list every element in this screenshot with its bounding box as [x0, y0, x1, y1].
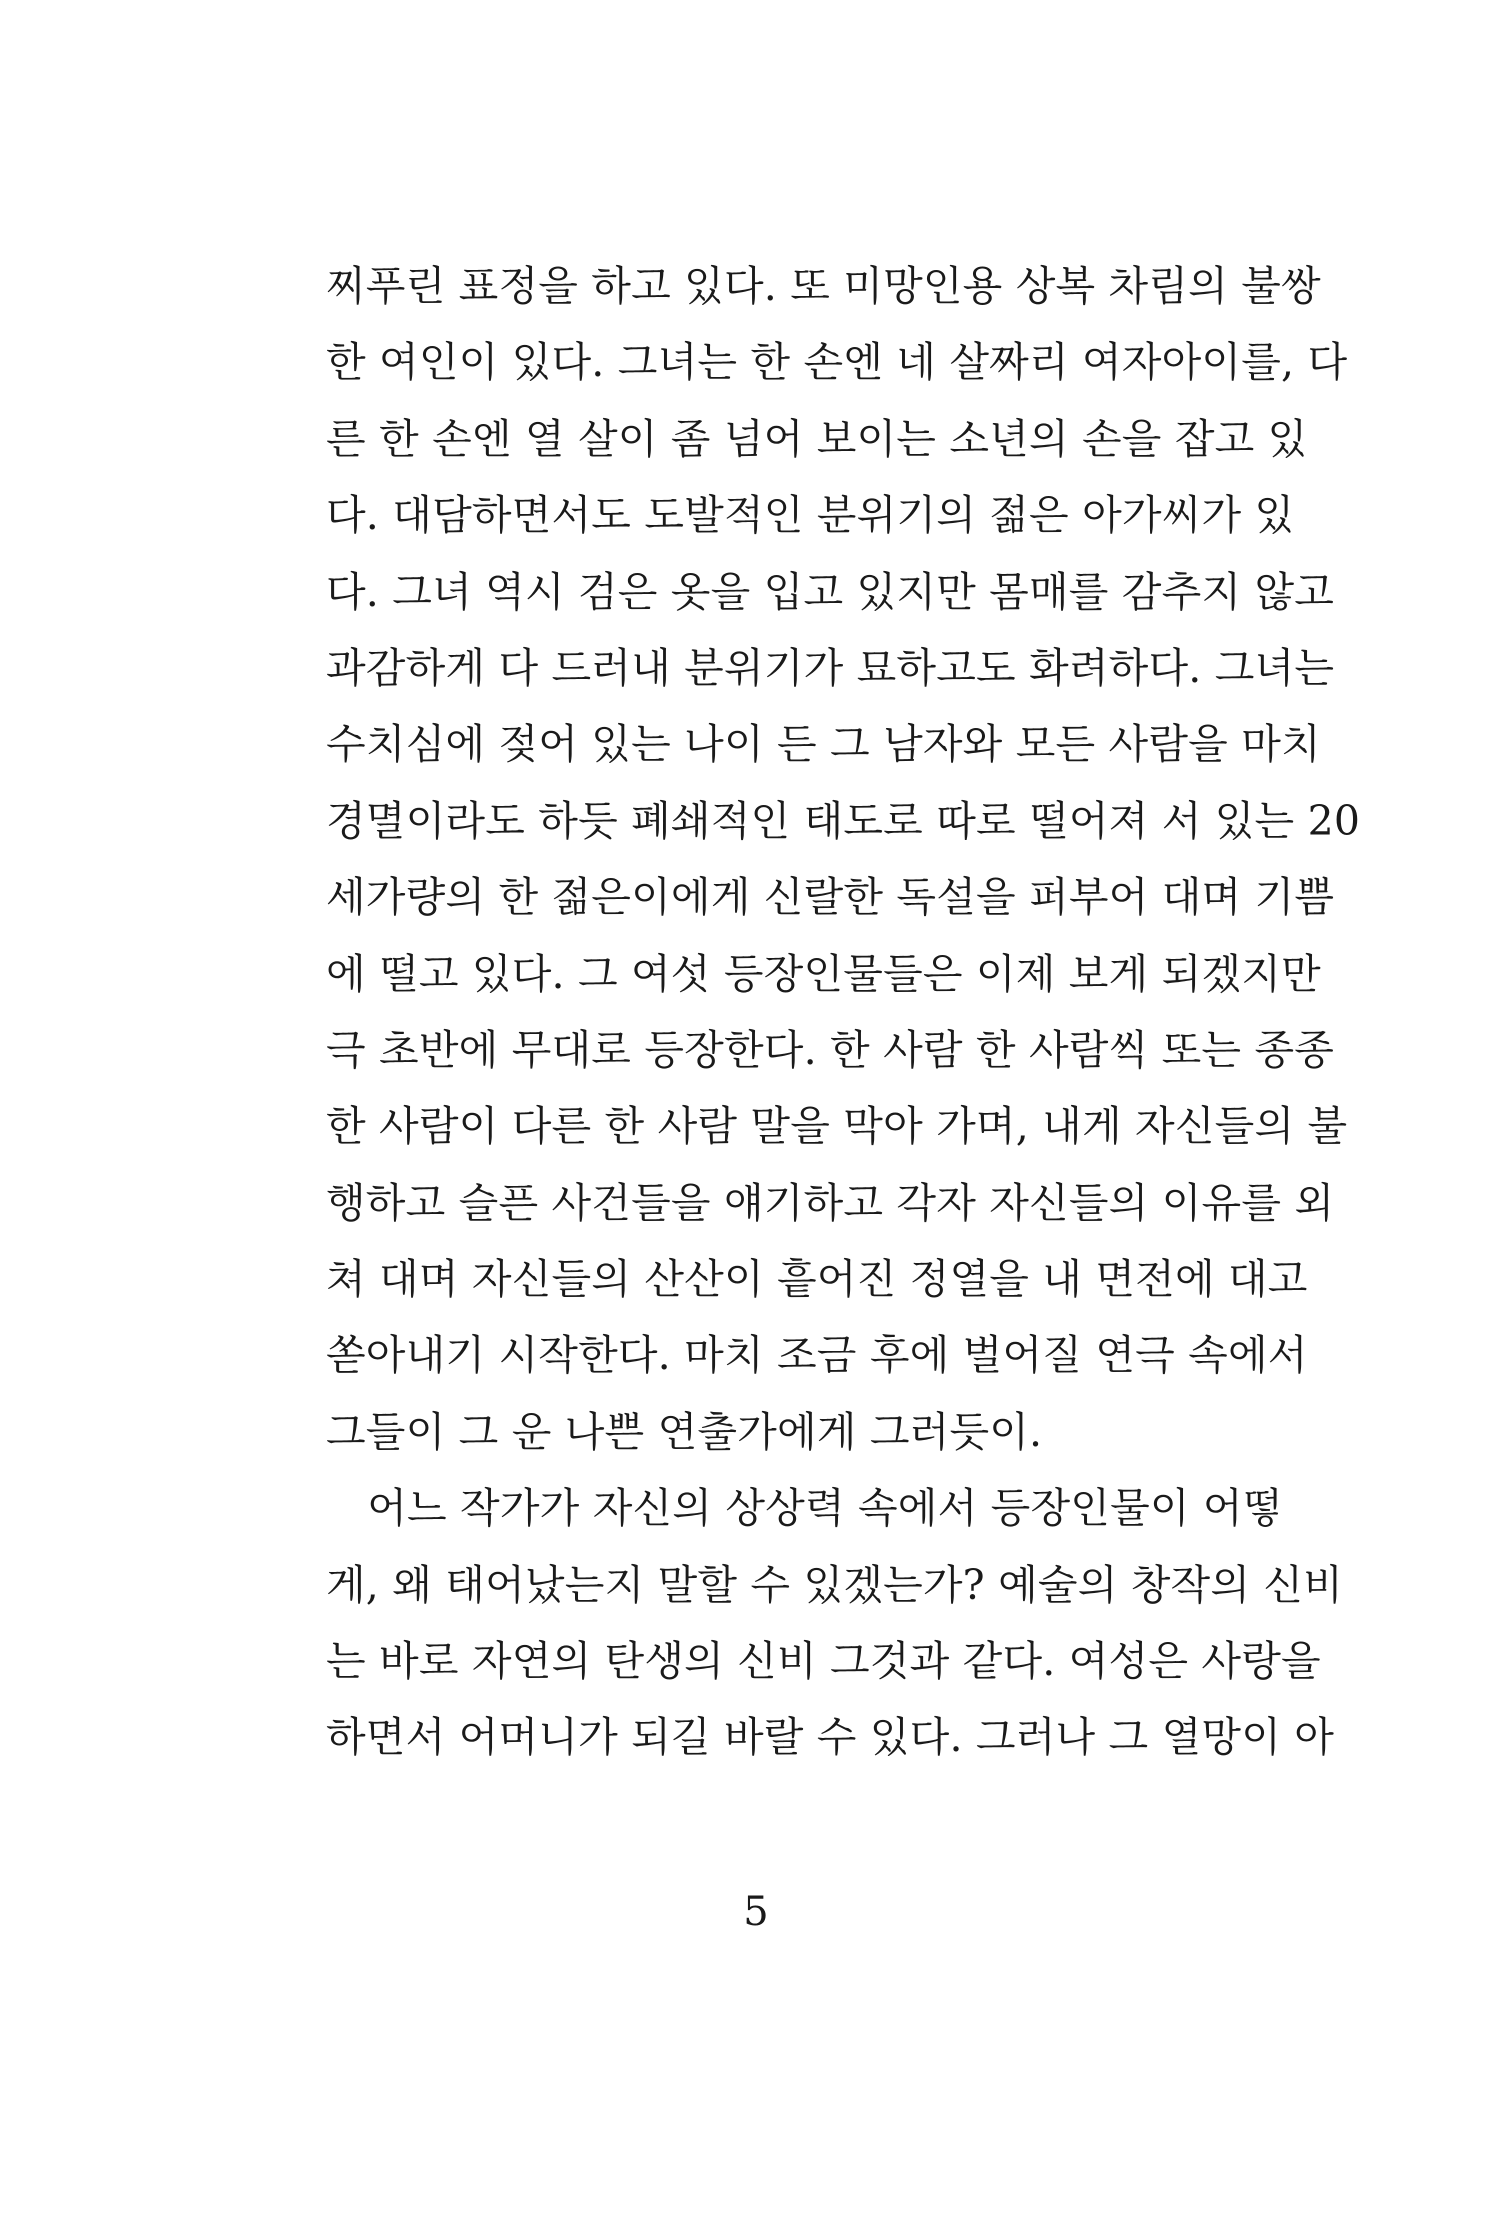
text-line-paragraph-start: 어느 작가가 자신의 상상력 속에서 등장인물이 어떻	[326, 1484, 1283, 1533]
text-line: 는 바로 자연의 탄생의 신비 그것과 같다. 여성은 사랑을	[326, 1637, 1321, 1686]
text-line: 다. 대담하면서도 도발적인 분위기의 젊은 아가씨가 있	[326, 491, 1295, 540]
text-line-paragraph-end: 그들이 그 운 나쁜 연출가에게 그러듯이.	[326, 1407, 1043, 1456]
text-line: 과감하게 다 드러내 분위기가 묘하고도 화려하다. 그녀는	[326, 643, 1335, 692]
text-line: 행하고 슬픈 사건들을 얘기하고 각자 자신들의 이유를 외	[326, 1178, 1335, 1227]
page-number: 5	[743, 1889, 769, 1935]
text-line: 게, 왜 태어났는지 말할 수 있겠는가? 예술의 창작의 신비	[326, 1560, 1344, 1609]
text-line: 쏟아내기 시작한다. 마치 조금 후에 벌어질 연극 속에서	[326, 1331, 1308, 1380]
text-line: 세가량의 한 젊은이에게 신랄한 독설을 퍼부어 대며 기쁨	[326, 873, 1335, 922]
text-line: 에 떨고 있다. 그 여섯 등장인물들은 이제 보게 되겠지만	[326, 949, 1321, 998]
text-line: 쳐 대며 자신들의 산산이 흩어진 정열을 내 면전에 대고	[326, 1255, 1308, 1304]
text-line: 극 초반에 무대로 등장한다. 한 사람 한 사람씩 또는 종종	[326, 1025, 1335, 1074]
body-text	[326, 248, 1361, 1776]
text-line: 경멸이라도 하듯 폐쇄적인 태도로 따로 떨어져 서 있는 20	[326, 796, 1361, 845]
text-line: 다. 그녀 역시 검은 옷을 입고 있지만 몸매를 감추지 않고	[326, 567, 1335, 616]
text-line: 수치심에 젖어 있는 나이 든 그 남자와 모든 사람을 마치	[326, 720, 1321, 769]
text-line: 른 한 손엔 열 살이 좀 넘어 보이는 소년의 손을 잡고 있	[326, 414, 1308, 463]
text-line: 한 사람이 다른 한 사람 말을 막아 가며, 내게 자신들의 불	[326, 1102, 1348, 1151]
text-line: 한 여인이 있다. 그녀는 한 손엔 네 살짜리 여자아이를, 다	[326, 338, 1348, 387]
text-line: 찌푸린 표정을 하고 있다. 또 미망인용 상복 차림의 불쌍	[326, 262, 1321, 310]
text-line: 하면서 어머니가 되길 바랄 수 있다. 그러나 그 열망이 아	[326, 1713, 1335, 1762]
